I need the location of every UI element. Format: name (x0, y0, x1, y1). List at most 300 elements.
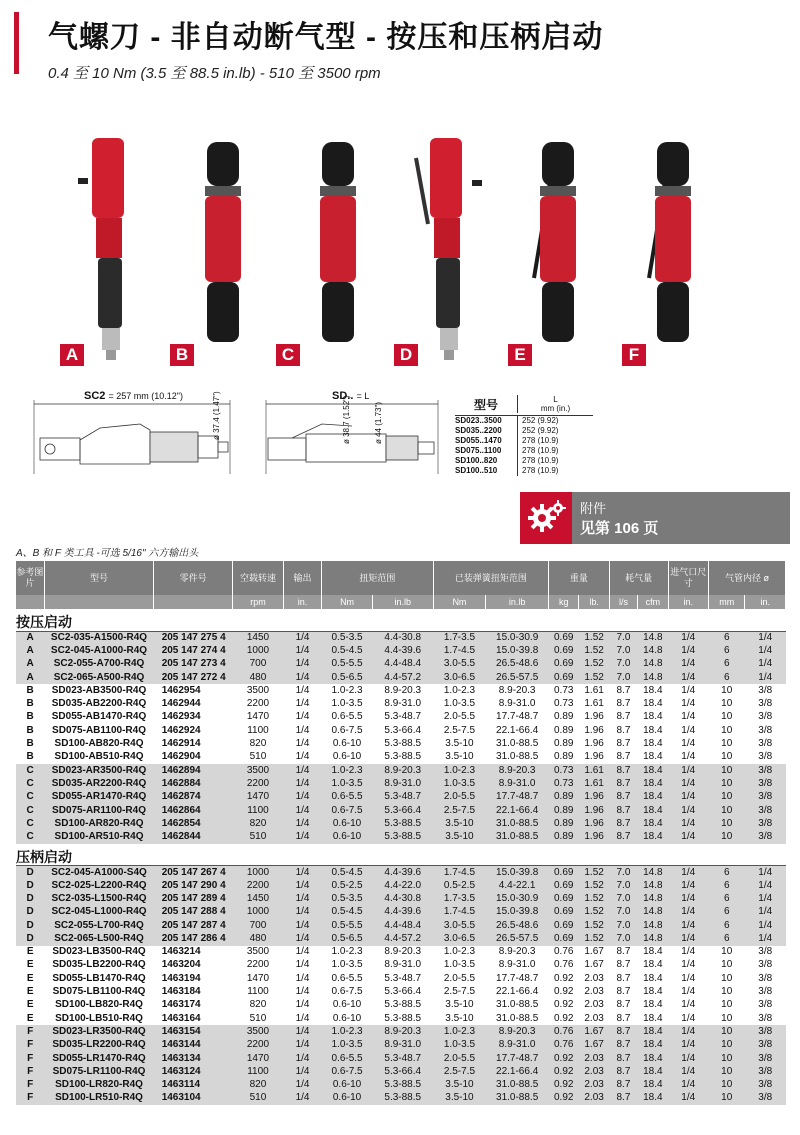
table-cell: 2.03 (584, 972, 604, 984)
table-cell: 0.76 (549, 1039, 579, 1052)
table-cell: 0.73 (553, 684, 574, 696)
table-cell: 4.4-30.8 (372, 631, 433, 644)
table-cell: 1/4 (668, 804, 709, 817)
table-cell: 18.4 (643, 999, 663, 1011)
table-cell: 18.4 (638, 1065, 668, 1078)
table-cell: 6 (709, 658, 745, 671)
th-unit: cfm (638, 595, 668, 609)
table-cell: 480 (233, 932, 284, 945)
table-cell: 0.6-10 (332, 751, 362, 763)
tool-letter-f: F (622, 344, 646, 366)
table-cell: 5.3-88.5 (384, 751, 422, 763)
table-cell: 2200 (233, 777, 284, 790)
table-cell: 1462914 (161, 738, 201, 750)
table-cell: C (16, 764, 44, 777)
table-cell: 14.8 (638, 644, 668, 657)
table-cell: C (16, 830, 44, 843)
table-cell: 1470 (246, 972, 270, 984)
table-cell: 8.7 (616, 684, 631, 696)
table-cell: 18.4 (643, 684, 663, 696)
table-cell: 1/4 (283, 1079, 321, 1092)
table-cell: 0.6-10 (322, 817, 373, 830)
tool-image-d (398, 128, 498, 368)
table-cell: 0.5-5.5 (322, 919, 373, 932)
table-cell: 1/4 (668, 1092, 709, 1105)
table-cell: 18.4 (643, 738, 663, 750)
th-unit (154, 595, 233, 609)
table-cell: 1462884 (154, 777, 233, 790)
table-cell: 1.0-2.3 (331, 684, 363, 696)
table-cell: 1/4 (668, 932, 709, 945)
table-cell: 1/4 (295, 724, 310, 736)
table-cell: 5.3-88.5 (372, 830, 433, 843)
table-cell: 8.7 (609, 1025, 637, 1038)
sc2-length-label: SC2 = 257 mm (10.12") (84, 390, 183, 402)
table-cell: 0.69 (549, 866, 579, 879)
table-cell: E (26, 972, 34, 984)
table-cell: 2.5-7.5 (443, 986, 476, 998)
table-cell: 1462844 (154, 830, 233, 843)
table-cell: SC2-025-L2200-R4Q (44, 879, 153, 892)
table-row (16, 959, 786, 972)
sc2-diameter-label: ø 37.4 (1.47") (212, 391, 221, 440)
table-cell: 1.67 (584, 946, 604, 958)
table-cell: 0.73 (549, 764, 579, 777)
table-cell: 0.5-6.5 (322, 932, 373, 945)
table-cell: 1.67 (579, 1039, 609, 1052)
table-cell: 2.0-5.5 (433, 1052, 486, 1065)
table-cell: 14.8 (638, 879, 668, 892)
table-cell: 1/4 (681, 711, 696, 723)
table-cell: 0.69 (549, 879, 579, 892)
table-cell: 1.0-2.3 (322, 1025, 373, 1038)
table-cell: 1/4 (283, 1039, 321, 1052)
table-cell: 8.7 (616, 751, 631, 763)
table-cell: 0.73 (553, 698, 574, 710)
th-spring-torque: 已装弹簧扭矩范围 (433, 561, 548, 595)
table-cell: 14.8 (638, 892, 668, 905)
table-cell: 1/4 (668, 1065, 709, 1078)
table-cell: 2.03 (579, 1079, 609, 1092)
sd-diameter-label-1: ø 38.7 (1.52") (342, 395, 351, 444)
table-cell: 0.6-7.5 (322, 1065, 373, 1078)
table-cell: 22.1-66.4 (486, 1065, 549, 1078)
table-cell: 7.0 (609, 879, 637, 892)
table-cell: 2200 (233, 1039, 284, 1052)
table-cell: 1.96 (584, 751, 604, 763)
table-cell: 5.3-48.7 (384, 972, 422, 984)
table-cell: 1/4 (283, 631, 321, 644)
table-cell: 7.0 (609, 892, 637, 905)
table-cell: 4.4-57.2 (372, 671, 433, 684)
table-cell: 3/8 (745, 804, 786, 817)
table-cell: 1/4 (745, 932, 786, 945)
sd-length-row (455, 416, 593, 426)
table-cell: 3/8 (745, 1079, 786, 1092)
table-cell: 1.96 (584, 738, 604, 750)
table-cell: SC2-065-L500-R4Q (44, 932, 153, 945)
sd-table-header-l: L mm (in.) (517, 395, 593, 413)
table-cell: 3/8 (745, 830, 786, 843)
section-header (16, 609, 786, 631)
table-cell: 18.4 (638, 830, 668, 843)
th-unit: kg (549, 595, 579, 609)
table-row (16, 906, 786, 919)
table-cell: SD035-AB2200-R4Q (51, 698, 147, 710)
table-row (16, 830, 786, 843)
table-cell: SD100-AR820-R4Q (44, 817, 153, 830)
table-cell: 1/4 (668, 919, 709, 932)
table-cell: 3/8 (758, 698, 773, 710)
table-cell: 0.6-10 (322, 830, 373, 843)
table-cell: B (26, 698, 34, 710)
table-cell: 10 (709, 764, 745, 777)
table-cell: 31.0-88.5 (486, 1079, 549, 1092)
table-row (16, 919, 786, 932)
table-cell: 1463204 (161, 959, 201, 971)
table-cell: A (16, 631, 44, 644)
table-cell: 3/8 (745, 777, 786, 790)
table-cell: 10 (709, 817, 745, 830)
table-row (16, 1039, 786, 1052)
table-cell: 18.4 (638, 1039, 668, 1052)
table-cell: 0.6-5.5 (322, 791, 373, 804)
table-cell: 5.3-88.5 (384, 738, 422, 750)
table-cell: 1462944 (161, 698, 201, 710)
table-row (16, 751, 786, 764)
table-cell: 0.89 (553, 711, 574, 723)
table-cell: 6 (709, 892, 745, 905)
table-cell: 1/4 (681, 986, 696, 998)
table-cell: 0.89 (553, 751, 574, 763)
table-cell: 15.0-39.8 (486, 866, 549, 879)
table-cell: 8.7 (616, 711, 631, 723)
table-cell: 10 (721, 999, 733, 1011)
table-cell: 0.89 (549, 817, 579, 830)
table-cell: 8.7 (616, 724, 631, 736)
table-cell: 1/4 (681, 684, 696, 696)
table-cell: 0.6-5.5 (322, 1052, 373, 1065)
th-unit: in. (668, 595, 709, 609)
table-cell: 3500 (246, 946, 270, 958)
table-cell: 3.5-10 (445, 751, 474, 763)
table-cell: 1462954 (161, 684, 201, 696)
table-cell: 0.89 (553, 738, 574, 750)
table-cell: 3/8 (758, 999, 773, 1011)
table-cell: 1.0-2.3 (322, 764, 373, 777)
table-cell: 8.7 (616, 946, 631, 958)
table-cell: 1/4 (668, 1039, 709, 1052)
table-cell: 1/4 (283, 658, 321, 671)
tool-letter-a: A (60, 344, 84, 366)
table-cell: 1.0-2.3 (433, 1025, 486, 1038)
table-row (16, 1012, 786, 1025)
table-cell: 1/4 (681, 751, 696, 763)
table-cell: 6 (709, 671, 745, 684)
table-row (16, 866, 786, 879)
table-cell: SD055-AR1470-R4Q (44, 791, 153, 804)
table-cell: 8.9-31.0 (372, 1039, 433, 1052)
table-cell: 1462894 (154, 764, 233, 777)
table-cell: 0.69 (549, 631, 579, 644)
table-cell: 18.4 (638, 764, 668, 777)
table-cell: 1/4 (283, 804, 321, 817)
tool-letter-b: B (170, 344, 194, 366)
table-cell: 3/8 (745, 764, 786, 777)
table-cell: 15.0-39.8 (486, 906, 549, 919)
table-cell: B (26, 724, 34, 736)
table-cell: 3/8 (758, 684, 773, 696)
sd-length-model: SD055..1470 (455, 436, 502, 445)
th-model: 型号 (44, 561, 153, 595)
table-cell: 1470 (246, 711, 270, 723)
table-cell: 3/8 (758, 711, 773, 723)
table-cell: 1/4 (283, 1052, 321, 1065)
table-cell: 1/4 (295, 751, 310, 763)
table-cell: 0.6-10 (322, 1092, 373, 1105)
table-cell: 0.5-3.5 (322, 892, 373, 905)
table-cell: 31.0-88.5 (496, 751, 539, 763)
table-cell: F (16, 1025, 44, 1038)
table-cell: 2200 (246, 959, 270, 971)
table-cell: 18.4 (643, 986, 663, 998)
tool-image-a (60, 128, 160, 368)
table-cell: 1/4 (283, 879, 321, 892)
sd-length-value: 278 (10.9) (517, 446, 593, 456)
table-cell: 3/8 (745, 1065, 786, 1078)
table-cell: 1.52 (579, 919, 609, 932)
sd-table-header-model: 型号 (473, 398, 498, 412)
table-cell: 10 (721, 698, 733, 710)
table-cell: 1/4 (283, 1092, 321, 1105)
table-cell: 1/4 (668, 644, 709, 657)
sd-length-row (455, 426, 593, 436)
table-cell: 10 (709, 791, 745, 804)
table-cell: 14.8 (638, 671, 668, 684)
table-cell: 1000 (233, 644, 284, 657)
table-cell: 5.3-48.7 (372, 791, 433, 804)
sd-diameter-label-2: ø 44 (1.73") (374, 402, 383, 444)
section-title: 压柄启动 (16, 844, 786, 866)
table-cell: 820 (249, 738, 267, 750)
table-cell: 1450 (233, 892, 284, 905)
table-cell: 1.0-2.3 (443, 946, 476, 958)
table-cell: 1463144 (154, 1039, 233, 1052)
table-cell: 1/4 (745, 892, 786, 905)
table-cell: C (16, 804, 44, 817)
table-row (16, 684, 786, 697)
table-cell: 0.89 (549, 804, 579, 817)
table-cell: 1/4 (745, 658, 786, 671)
table-cell: 1000 (233, 906, 284, 919)
table-cell: 0.92 (549, 1092, 579, 1105)
table-cell: D (16, 906, 44, 919)
table-cell: SD035-LR2200-R4Q (44, 1039, 153, 1052)
table-cell: 2.03 (579, 1052, 609, 1065)
table-cell: 1.0-3.5 (322, 777, 373, 790)
table-cell: 8.7 (609, 1039, 637, 1052)
sd-length-model: SD035..2200 (455, 426, 502, 435)
table-cell: 6 (709, 879, 745, 892)
accessory-page-ref: 见第 106 页 (580, 520, 659, 537)
table-cell: SC2-055-A700-R4Q (44, 658, 153, 671)
tool-image-c (290, 128, 390, 368)
table-cell: 10 (721, 959, 733, 971)
table-cell: 1/4 (295, 738, 310, 750)
table-cell: 1463134 (154, 1052, 233, 1065)
table-cell: 3/8 (758, 972, 773, 984)
th-unit: rpm (233, 595, 284, 609)
table-cell: 1/4 (681, 946, 696, 958)
table-cell: 3/8 (745, 1039, 786, 1052)
table-cell: 18.4 (643, 1012, 663, 1024)
table-cell: 7.0 (609, 644, 637, 657)
table-cell: 0.6-7.5 (331, 986, 363, 998)
table-cell: SD035-LB2200-R4Q (52, 959, 146, 971)
table-row (16, 946, 786, 959)
table-row (16, 879, 786, 892)
table-cell: SD055-LB1470-R4Q (52, 972, 146, 984)
table-cell: 1/4 (283, 1065, 321, 1078)
table-cell: B (26, 711, 34, 723)
accessory-badge[interactable] (520, 492, 790, 544)
table-cell: 1.7-4.5 (433, 644, 486, 657)
table-cell: 8.9-20.3 (498, 684, 536, 696)
table-cell: 0.6-10 (332, 999, 362, 1011)
table-cell: 510 (233, 830, 284, 843)
table-cell: 0.5-4.5 (322, 644, 373, 657)
th-unit: Nm (322, 595, 373, 609)
accessory-title: 附件 (580, 501, 607, 516)
table-cell: 3.5-10 (433, 817, 486, 830)
table-cell: 8.7 (616, 698, 631, 710)
table-cell: 1.96 (579, 804, 609, 817)
table-cell: 1/4 (295, 959, 310, 971)
table-cell: 5.3-88.5 (372, 1092, 433, 1105)
table-cell: 1.96 (584, 711, 604, 723)
table-cell: 22.1-66.4 (496, 986, 539, 998)
table-cell: 1/4 (283, 644, 321, 657)
table-cell: 0.6-10 (322, 1079, 373, 1092)
table-cell: 18.4 (638, 777, 668, 790)
table-cell: 8.7 (609, 777, 637, 790)
table-cell: 1/4 (745, 631, 786, 644)
table-cell: 1.0-3.5 (443, 698, 476, 710)
table-cell: B (26, 751, 34, 763)
tool-image-e (510, 128, 610, 368)
sd-length-model: SD075..1100 (455, 446, 502, 455)
table-cell: 2.03 (584, 986, 604, 998)
table-cell: 18.4 (638, 1025, 668, 1038)
table-cell: 1/4 (681, 999, 696, 1011)
table-cell: 1/4 (668, 777, 709, 790)
table-cell: 480 (233, 671, 284, 684)
table-cell: 1463214 (161, 946, 201, 958)
table-cell: 1/4 (668, 879, 709, 892)
table-cell: 3500 (233, 1025, 284, 1038)
table-cell: 0.92 (553, 1012, 574, 1024)
table-cell: 18.4 (638, 791, 668, 804)
table-cell: C (16, 777, 44, 790)
table-cell: 5.3-66.4 (384, 724, 422, 736)
table-cell: 205 147 289 4 (154, 892, 233, 905)
table-cell: 3/8 (758, 724, 773, 736)
table-cell: 31.0-88.5 (486, 817, 549, 830)
table-cell: 1/4 (295, 999, 310, 1011)
table-cell: 0.69 (549, 919, 579, 932)
table-cell: 2.0-5.5 (433, 791, 486, 804)
th-unit (44, 595, 153, 609)
table-cell: 31.0-88.5 (486, 830, 549, 843)
table-cell: 820 (233, 1079, 284, 1092)
table-cell: 1000 (233, 866, 284, 879)
table-cell: 5.3-48.7 (372, 1052, 433, 1065)
table-cell: SC2-045-A1000-R4Q (44, 644, 153, 657)
table-row (16, 644, 786, 657)
table-cell: C (16, 817, 44, 830)
table-row (16, 658, 786, 671)
table-cell: 0.6-10 (332, 1012, 362, 1024)
table-cell: 14.8 (638, 906, 668, 919)
table-cell: SD100-AR510-R4Q (44, 830, 153, 843)
table-cell: 8.9-20.3 (384, 684, 422, 696)
table-cell: 1/4 (668, 866, 709, 879)
table-cell: 18.4 (638, 1052, 668, 1065)
sd-dimension-drawing (262, 384, 442, 484)
table-cell: SD023-AR3500-R4Q (44, 764, 153, 777)
table-row (16, 999, 786, 1012)
table-cell: 1/4 (283, 764, 321, 777)
table-cell: 1.0-2.3 (331, 946, 363, 958)
table-cell: 7.0 (609, 906, 637, 919)
table-cell: 510 (249, 1012, 267, 1024)
table-cell: 1463194 (161, 972, 201, 984)
table-cell: 18.4 (643, 959, 663, 971)
table-row (16, 1025, 786, 1038)
table-cell: SD055-LR1470-R4Q (44, 1052, 153, 1065)
table-cell: 0.5-6.5 (322, 671, 373, 684)
sd-length-row (455, 446, 593, 456)
table-cell: 1/4 (295, 684, 310, 696)
table-cell: 1.52 (579, 631, 609, 644)
sd-length-value: 278 (10.9) (517, 466, 593, 476)
table-cell: 3.0-6.5 (433, 932, 486, 945)
table-cell: 2.5-7.5 (433, 1065, 486, 1078)
table-cell: 1/4 (295, 946, 310, 958)
table-cell: 1463164 (161, 1012, 201, 1024)
tool-letter-c: C (276, 344, 300, 366)
table-cell: C (16, 791, 44, 804)
table-row (16, 932, 786, 945)
table-cell: 2200 (246, 698, 270, 710)
table-cell: 5.3-88.5 (384, 999, 422, 1011)
table-cell: 6 (709, 631, 745, 644)
table-row (16, 817, 786, 830)
table-cell: 18.4 (643, 972, 663, 984)
table-cell: 3.5-10 (445, 1012, 474, 1024)
th-unit: Nm (433, 595, 486, 609)
table-cell: 8.9-31.0 (498, 698, 536, 710)
th-speed: 空载转速 (233, 561, 284, 595)
table-cell: 1/4 (681, 698, 696, 710)
table-cell: 1/4 (668, 658, 709, 671)
table-cell: 820 (249, 999, 267, 1011)
table-row (16, 671, 786, 684)
table-cell: 1/4 (283, 906, 321, 919)
sc2-dimension-drawing (30, 384, 250, 484)
table-cell: 1/4 (681, 1012, 696, 1024)
table-cell: 0.69 (549, 671, 579, 684)
